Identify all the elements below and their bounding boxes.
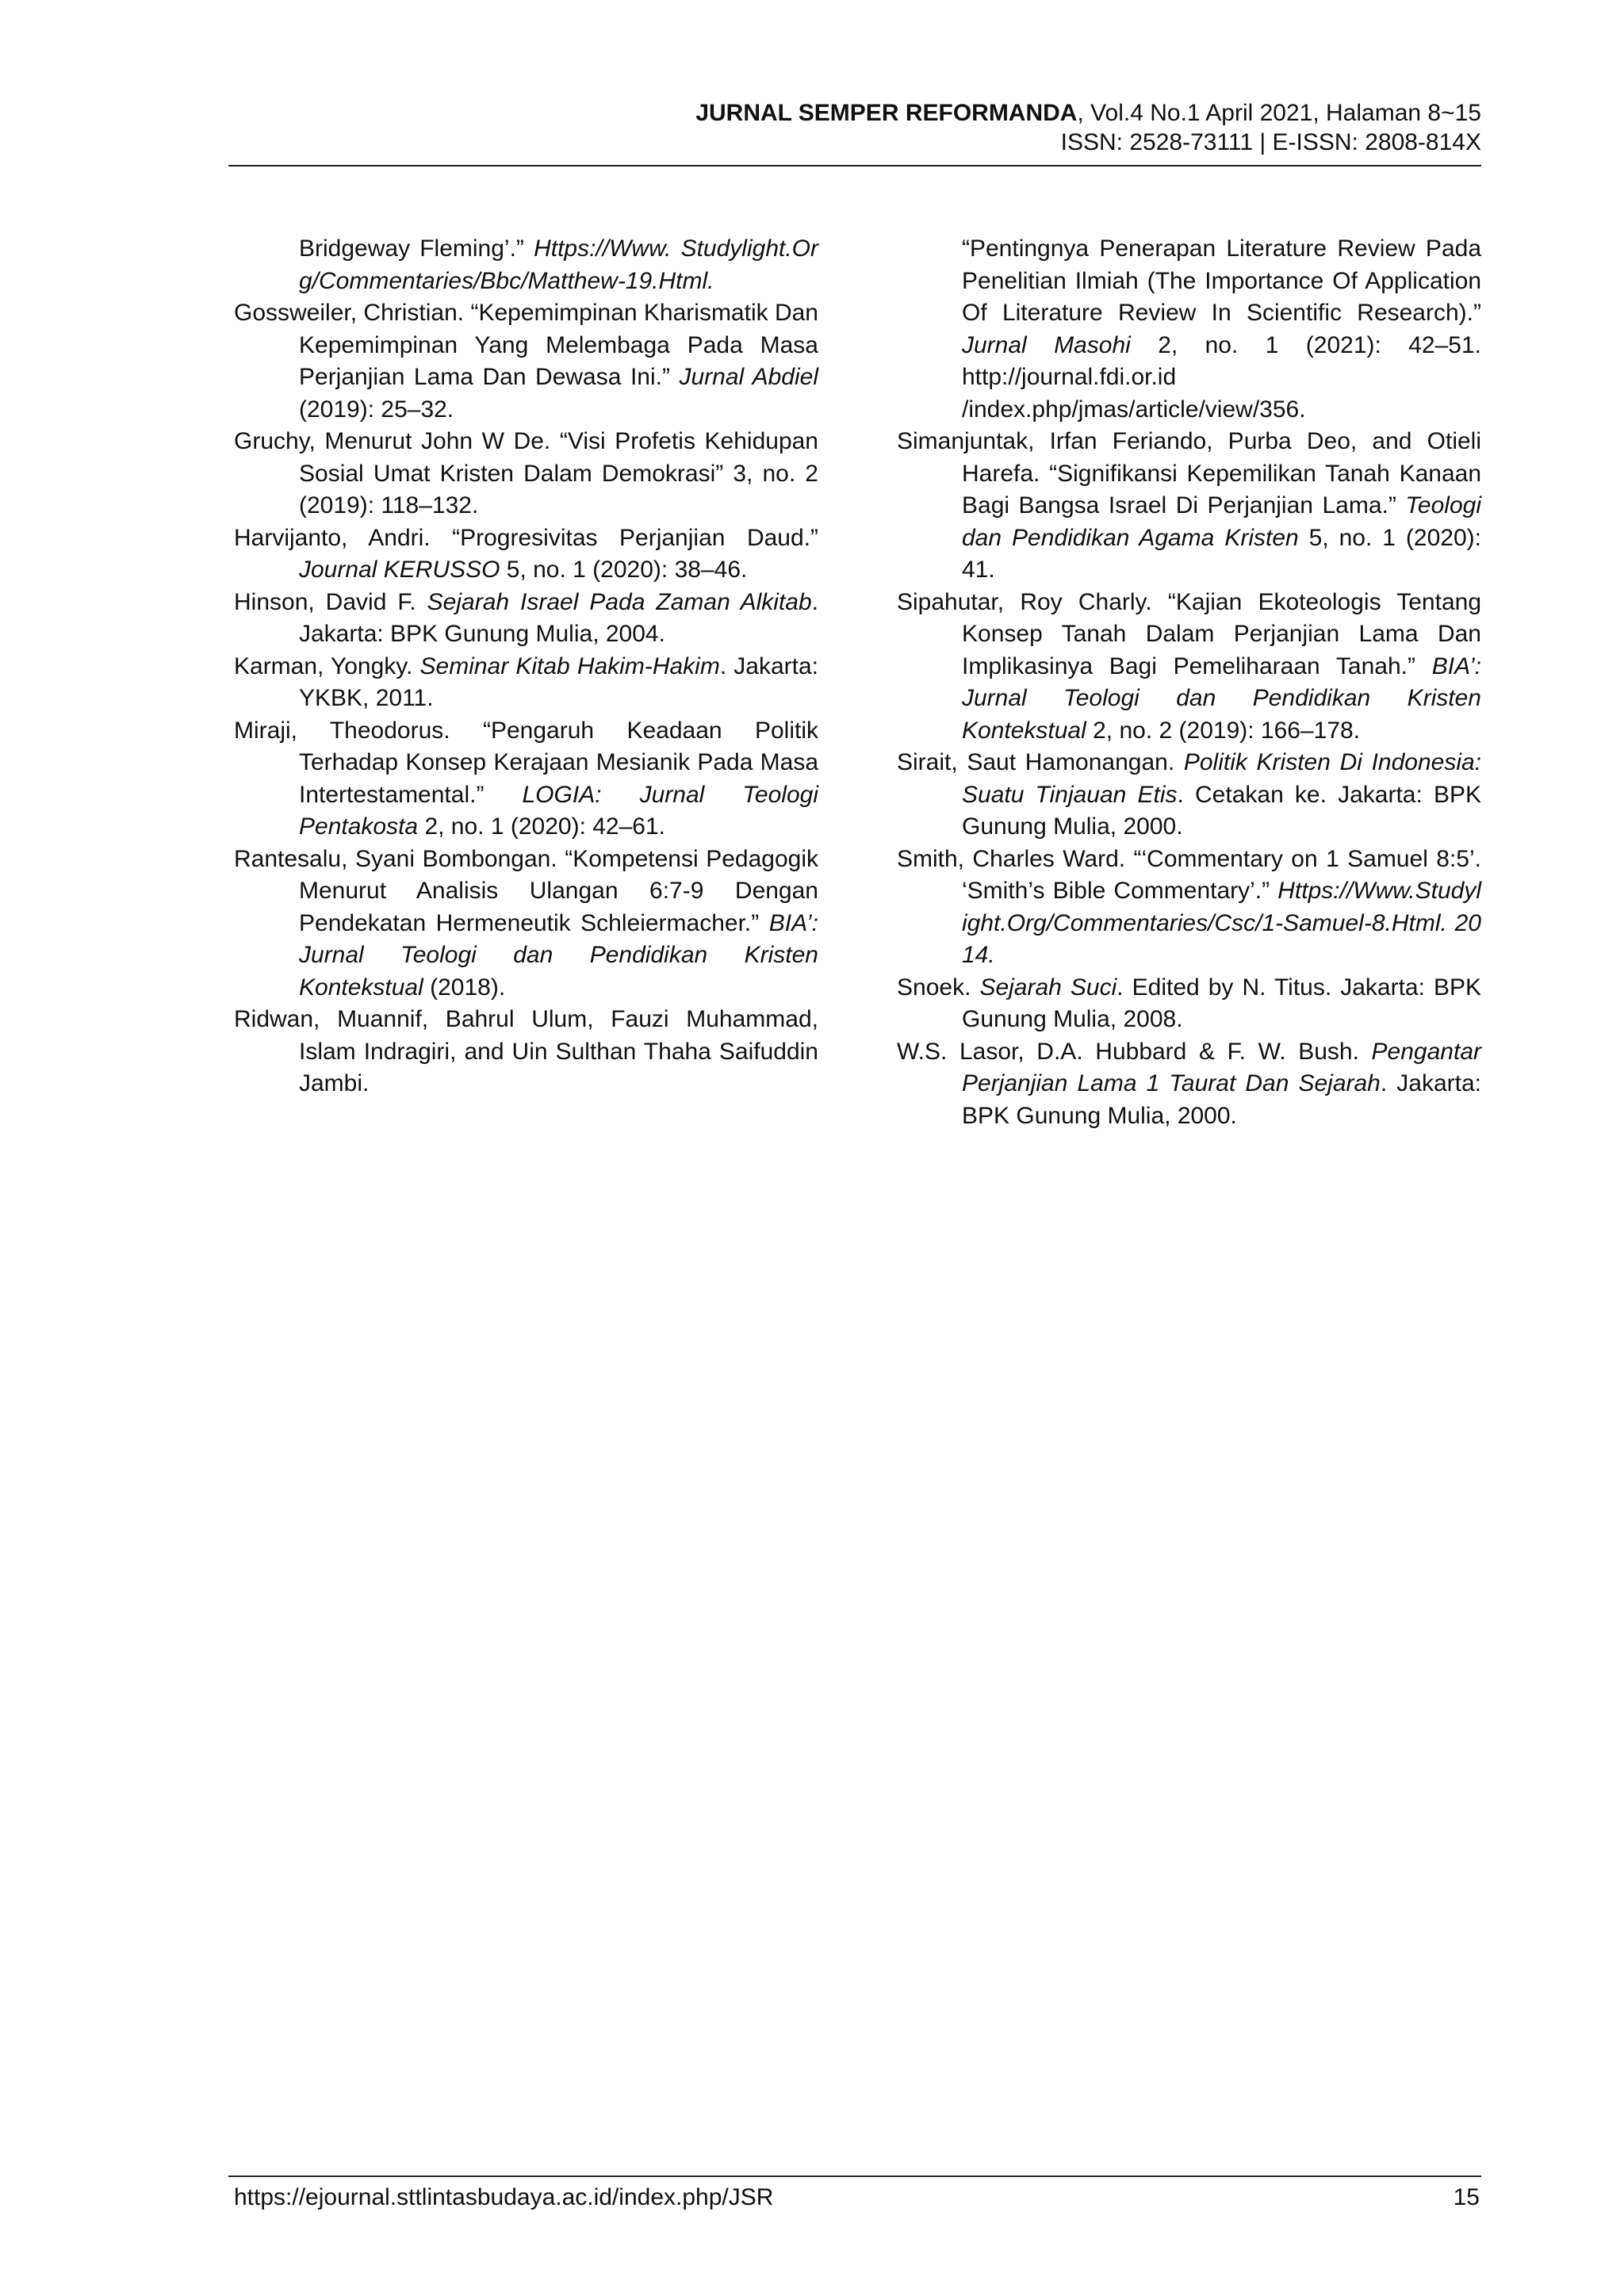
reference-column-right [897, 233, 1481, 1132]
reference-item: Bridgeway Fleming’.” Https://Www. Studylight.Org/Commentaries/Bbc/Matthew-19.Html. [299, 235, 818, 294]
running-header [228, 98, 1481, 157]
reference-item: “Pentingnya Penerapan Literature Review Pada Penelitian Ilmiah (The Importance Of Application Of Literature Review In Scientific Research).” Jurnal Masohi 2, no. 1 (2021): 42–51. http://journal.fdi.or.id /index.php/jmas/article/view/356. [962, 235, 1481, 423]
reference-item: Sirait, Saut Hamonangan. Politik Kristen Di Indonesia: Suatu Tinjauan Etis. Cetakan ke. Jakarta: BPK Gunung Mulia, 2000. [897, 749, 1482, 840]
header-rule [228, 165, 1481, 166]
reference-item: Sipahutar, Roy Charly. “Kajian Ekoteologis Tentang Konsep Tanah Dalam Perjanjian Lama Dan Implikasinya Bagi Pemeliharaan Tanah.” BIA’: Jurnal Teologi dan Pendidikan Kristen Kontekstual 2, no. 2 (2019): 166–178. [897, 588, 1481, 744]
reference-item: Ridwan, Muannif, Bahrul Ulum, Fauzi Muhammad, Islam Indragiri, and Uin Sulthan Thaha Saifuddin Jambi. [234, 1006, 818, 1096]
reference-url: Https://Www.Studylight.Org/Commentaries/Csc/1-Samuel-8.Html. 2014. [962, 878, 1481, 968]
reference-item: Miraji, Theodorus. “Pengaruh Keadaan Politik Terhadap Konsep Kerajaan Mesianik Pada Masa Intertestamental.” LOGIA: Jurnal Teologi Pentakosta 2, no. 1 (2020): 42–61. [234, 717, 818, 840]
reference-item: Gossweiler, Christian. “Kepemimpinan Kharismatik Dan Kepemimpinan Yang Melembaga Pada Masa Perjanjian Lama Dan Dewasa Ini.” Jurnal Abdiel (2019): 25–32. [234, 300, 818, 423]
journal-name: JURNAL SEMPER REFORMANDA [695, 100, 1078, 126]
reference-item: Gruchy, Menurut John W De. “Visi Profetis Kehidupan Sosial Umat Kristen Dalam Demokrasi” 3, no. 2 (2019): 118–132. [234, 428, 818, 519]
reference-column-left [234, 233, 818, 1100]
page-number: 15 [1453, 2184, 1480, 2210]
reference-item: Harvijanto, Andri. “Progresivitas Perjanjian Daud.” Journal KERUSSO 5, no. 1 (2020): 38–46. [234, 524, 818, 583]
reference-item: W.S. Lasor, D.A. Hubbard & F. W. Bush. Pengantar Perjanjian Lama 1 Taurat Dan Sejarah. Jakarta: BPK Gunung Mulia, 2000. [897, 1038, 1481, 1129]
journal-issue: , Vol.4 No.1 April 2021, Halaman 8~15 [1077, 100, 1481, 126]
header-issn: ISSN: 2528-73111 | E-ISSN: 2808-814X [1060, 129, 1481, 155]
footer-rule [228, 2175, 1481, 2177]
reference-item: Karman, Yongky. Seminar Kitab Hakim-Hakim. Jakarta: YKBK, 2011. [234, 652, 818, 711]
reference-item: Hinson, David F. Sejarah Israel Pada Zaman Alkitab. Jakarta: BPK Gunung Mulia, 2004. [234, 588, 818, 647]
reference-item: Snoek. Sejarah Suci. Edited by N. Titus. Jakarta: BPK Gunung Mulia, 2008. [897, 974, 1481, 1032]
reference-item: Rantesalu, Syani Bombongan. “Kompetensi Pedagogik Menurut Analisis Ulangan 6:7-9 Dengan Pendekatan Hermeneutik Schleiermacher.” BIA’: Jurnal Teologi dan Pendidikan Kristen Kontekstual (2018). [234, 845, 818, 1001]
header-journal-line [228, 98, 1481, 128]
reference-item: Simanjuntak, Irfan Feriando, Purba Deo, and Otieli Harefa. “Signifikansi Kepemilikan Tanah Kanaan Bagi Bangsa Israel Di Perjanjian Lama.” Teologi dan Pendidikan Agama Kristen 5, no. 1 (2020): 41. [897, 428, 1481, 583]
reference-item: Smith, Charles Ward. “‘Commentary on 1 Samuel 8:5’. ‘Smith’s Bible Commentary’.” Https://Www.Studylight.Org/Commentaries/Csc/1-Samuel-8.Html. 2014. [897, 845, 1481, 968]
reference-url: Https://Www. Studylight.Org/Commentaries/Bbc/Matthew-19.Html. [299, 235, 818, 294]
footer-url: https://ejournal.sttlintasbudaya.ac.id/index.php/JSR [234, 2184, 774, 2210]
